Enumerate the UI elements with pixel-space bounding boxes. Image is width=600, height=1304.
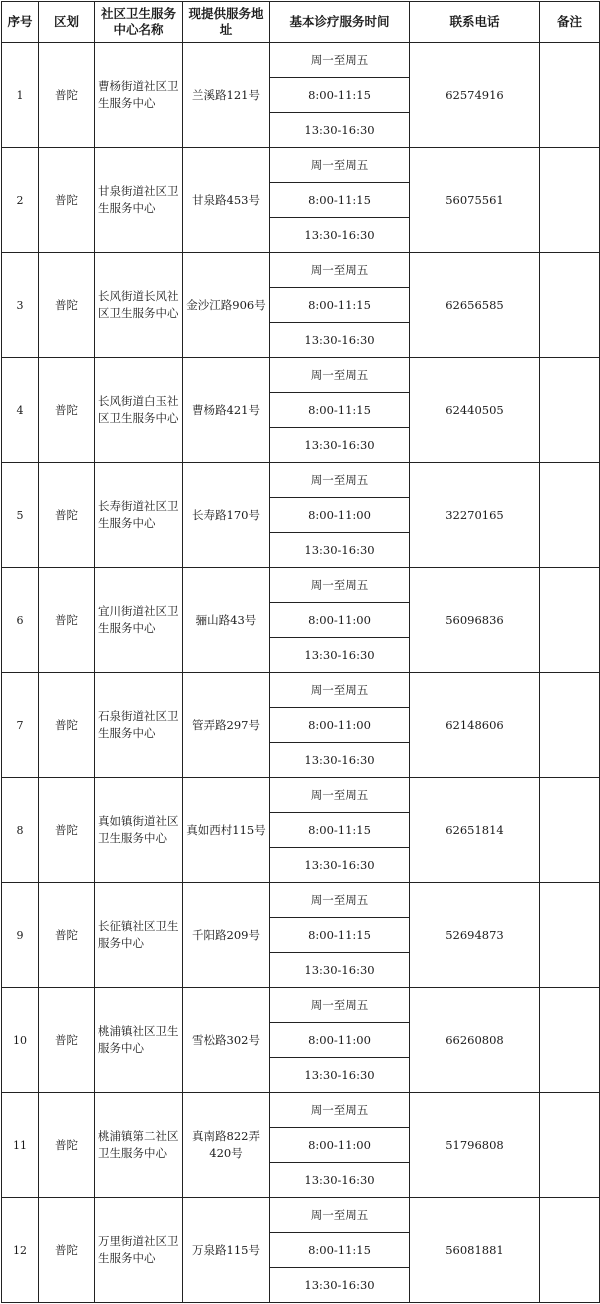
row-days: 周一至周五: [270, 778, 410, 813]
row-phone: 62148606: [410, 673, 540, 778]
row-center-name: 宜川街道社区卫生服务中心: [95, 568, 183, 673]
row-phone: 32270165: [410, 463, 540, 568]
row-address: 万泉路115号: [183, 1198, 270, 1303]
header-district: 区划: [39, 2, 95, 43]
row-center-name: 曹杨街道社区卫生服务中心: [95, 43, 183, 148]
row-seq: 2: [2, 148, 39, 253]
table-row: [2, 358, 600, 393]
row-district: 普陀: [39, 1093, 95, 1198]
row-note: [540, 778, 600, 883]
row-district: 普陀: [39, 1198, 95, 1303]
row-afternoon-hours: 13:30-16:30: [270, 743, 410, 778]
row-seq: 6: [2, 568, 39, 673]
row-note: [540, 988, 600, 1093]
row-seq: 12: [2, 1198, 39, 1303]
row-center-name: 长寿街道社区卫生服务中心: [95, 463, 183, 568]
row-center-name: 石泉街道社区卫生服务中心: [95, 673, 183, 778]
row-days: 周一至周五: [270, 1093, 410, 1128]
row-days: 周一至周五: [270, 988, 410, 1023]
row-district: 普陀: [39, 568, 95, 673]
table-row: [2, 988, 600, 1023]
table-row: [2, 883, 600, 918]
row-morning-hours: 8:00-11:00: [270, 603, 410, 638]
row-morning-hours: 8:00-11:15: [270, 1233, 410, 1268]
row-district: 普陀: [39, 988, 95, 1093]
row-morning-hours: 8:00-11:15: [270, 288, 410, 323]
row-district: 普陀: [39, 673, 95, 778]
header-note: 备注: [540, 2, 600, 43]
row-phone: 52694873: [410, 883, 540, 988]
row-address: 真如西村115号: [183, 778, 270, 883]
row-days: 周一至周五: [270, 673, 410, 708]
row-afternoon-hours: 13:30-16:30: [270, 323, 410, 358]
row-morning-hours: 8:00-11:15: [270, 393, 410, 428]
row-seq: 1: [2, 43, 39, 148]
row-phone: 56075561: [410, 148, 540, 253]
row-afternoon-hours: 13:30-16:30: [270, 1268, 410, 1303]
table-row: [2, 1093, 600, 1128]
row-address: 金沙江路906号: [183, 253, 270, 358]
row-phone: 56096836: [410, 568, 540, 673]
row-address: 曹杨路421号: [183, 358, 270, 463]
row-morning-hours: 8:00-11:00: [270, 1128, 410, 1163]
row-note: [540, 568, 600, 673]
row-afternoon-hours: 13:30-16:30: [270, 218, 410, 253]
row-phone: 62574916: [410, 43, 540, 148]
row-district: 普陀: [39, 43, 95, 148]
row-district: 普陀: [39, 463, 95, 568]
row-address: 骊山路43号: [183, 568, 270, 673]
row-days: 周一至周五: [270, 463, 410, 498]
clinic-hours-table: [1, 1, 600, 1303]
row-afternoon-hours: 13:30-16:30: [270, 533, 410, 568]
row-district: 普陀: [39, 148, 95, 253]
row-note: [540, 1093, 600, 1198]
row-afternoon-hours: 13:30-16:30: [270, 1163, 410, 1198]
row-center-name: 长征镇社区卫生服务中心: [95, 883, 183, 988]
row-center-name: 桃浦镇第二社区卫生服务中心: [95, 1093, 183, 1198]
row-center-name: 长风街道白玉社区卫生服务中心: [95, 358, 183, 463]
row-note: [540, 1198, 600, 1303]
row-district: 普陀: [39, 883, 95, 988]
header-row: [2, 2, 600, 43]
row-afternoon-hours: 13:30-16:30: [270, 953, 410, 988]
row-seq: 5: [2, 463, 39, 568]
row-note: [540, 673, 600, 778]
row-note: [540, 148, 600, 253]
row-note: [540, 463, 600, 568]
row-phone: 62440505: [410, 358, 540, 463]
header-hours: 基本诊疗服务时间: [270, 2, 410, 43]
row-phone: 66260808: [410, 988, 540, 1093]
row-days: 周一至周五: [270, 148, 410, 183]
row-afternoon-hours: 13:30-16:30: [270, 113, 410, 148]
row-morning-hours: 8:00-11:00: [270, 498, 410, 533]
row-afternoon-hours: 13:30-16:30: [270, 848, 410, 883]
row-address: 雪松路302号: [183, 988, 270, 1093]
row-address: 甘泉路453号: [183, 148, 270, 253]
row-afternoon-hours: 13:30-16:30: [270, 638, 410, 673]
row-phone: 62656585: [410, 253, 540, 358]
row-morning-hours: 8:00-11:15: [270, 183, 410, 218]
table-row: [2, 673, 600, 708]
row-days: 周一至周五: [270, 358, 410, 393]
row-seq: 11: [2, 1093, 39, 1198]
row-seq: 9: [2, 883, 39, 988]
row-morning-hours: 8:00-11:00: [270, 1023, 410, 1058]
table-row: [2, 43, 600, 78]
header-phone: 联系电话: [410, 2, 540, 43]
row-note: [540, 883, 600, 988]
row-morning-hours: 8:00-11:00: [270, 708, 410, 743]
row-afternoon-hours: 13:30-16:30: [270, 428, 410, 463]
table-row: [2, 148, 600, 183]
row-morning-hours: 8:00-11:15: [270, 78, 410, 113]
row-phone: 62651814: [410, 778, 540, 883]
row-center-name: 桃浦镇社区卫生服务中心: [95, 988, 183, 1093]
row-district: 普陀: [39, 358, 95, 463]
table-row: [2, 1198, 600, 1233]
row-seq: 10: [2, 988, 39, 1093]
header-center-name: 社区卫生服务中心名称: [95, 2, 183, 43]
row-seq: 3: [2, 253, 39, 358]
row-afternoon-hours: 13:30-16:30: [270, 1058, 410, 1093]
row-morning-hours: 8:00-11:15: [270, 813, 410, 848]
row-center-name: 万里街道社区卫生服务中心: [95, 1198, 183, 1303]
row-center-name: 长风街道长风社区卫生服务中心: [95, 253, 183, 358]
row-note: [540, 358, 600, 463]
table-row: [2, 778, 600, 813]
row-seq: 4: [2, 358, 39, 463]
row-phone: 51796808: [410, 1093, 540, 1198]
row-days: 周一至周五: [270, 883, 410, 918]
row-address: 千阳路209号: [183, 883, 270, 988]
row-address: 真南路822弄420号: [183, 1093, 270, 1198]
row-days: 周一至周五: [270, 1198, 410, 1233]
table-row: [2, 463, 600, 498]
row-seq: 7: [2, 673, 39, 778]
row-phone: 56081881: [410, 1198, 540, 1303]
table-row: [2, 568, 600, 603]
row-note: [540, 43, 600, 148]
row-morning-hours: 8:00-11:15: [270, 918, 410, 953]
row-days: 周一至周五: [270, 568, 410, 603]
table-row: [2, 253, 600, 288]
header-address: 现提供服务地址: [183, 2, 270, 43]
header-seq: 序号: [2, 2, 39, 43]
row-address: 兰溪路121号: [183, 43, 270, 148]
row-center-name: 真如镇街道社区卫生服务中心: [95, 778, 183, 883]
row-district: 普陀: [39, 253, 95, 358]
row-days: 周一至周五: [270, 253, 410, 288]
row-note: [540, 253, 600, 358]
row-seq: 8: [2, 778, 39, 883]
row-address: 长寿路170号: [183, 463, 270, 568]
row-district: 普陀: [39, 778, 95, 883]
row-days: 周一至周五: [270, 43, 410, 78]
row-center-name: 甘泉街道社区卫生服务中心: [95, 148, 183, 253]
row-address: 管弄路297号: [183, 673, 270, 778]
